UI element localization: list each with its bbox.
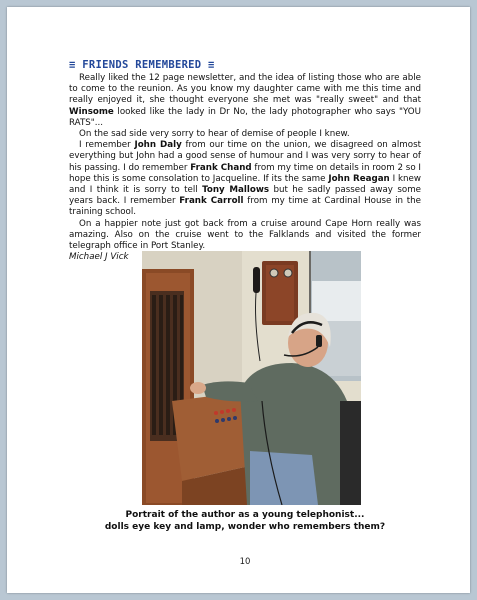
author-signature: Michael J Vick <box>69 252 129 263</box>
caption-line: Portrait of the author as a young telephonist... <box>125 510 365 520</box>
article-body <box>69 73 421 263</box>
text-run: from my time at Cardinal House in the training school. <box>69 196 422 218</box>
text-run: I remember <box>79 140 135 151</box>
newsletter-page <box>7 7 470 593</box>
page-number: 10 <box>239 557 251 567</box>
person-name: Frank Carroll <box>179 196 244 207</box>
section-heading: ≡ FRIENDS REMEMBERED ≡ <box>69 59 215 71</box>
photo-caption <box>69 509 421 533</box>
text-run: but he sadly passed away some years back. I remember <box>69 185 422 207</box>
paragraph-cruise: On a happier note just got back from a cruise around Cape Horn really was amazing. Also on the cruise went to the Falklands and visited the former telegraph office in Port Stanley. <box>69 218 421 252</box>
paragraph-reunion <box>69 73 421 129</box>
text-run: looked like the lady in Dr No, the lady photographer who says "YOU RATS"... <box>69 106 421 128</box>
person-name: Winsome <box>69 106 114 117</box>
author-photo <box>142 251 361 505</box>
text-run: Really liked the 12 page newsletter, and the idea of listing those who are able to come to the reunion. As you know my daughter came with me this time and really enjoyed it, she thought everyone she met was "really sweet" and that <box>69 73 421 106</box>
person-name: John Reagan <box>328 173 390 184</box>
person-name: John Daly <box>134 140 182 151</box>
person-name: Frank Chand <box>190 162 252 173</box>
person-name: Tony Mallows <box>202 185 270 196</box>
paragraph-remembered <box>69 140 421 218</box>
text-run: from my time on details in room 2 so I hope this is some consolation to Jacqueline. If its the same <box>69 162 421 184</box>
paragraph-sad-news: On the sad side very sorry to hear of demise of people I knew. <box>79 129 350 140</box>
text-run: I knew and I think it is sorry to tell <box>69 173 421 196</box>
caption-line: dolls eye key and lamp, wonder who remembers them? <box>104 522 386 532</box>
text-run: from our time on the union, we disagreed on almost everything but John had a good sense of humour and I was very sorry to hear of his passing. I do remember <box>69 140 421 173</box>
